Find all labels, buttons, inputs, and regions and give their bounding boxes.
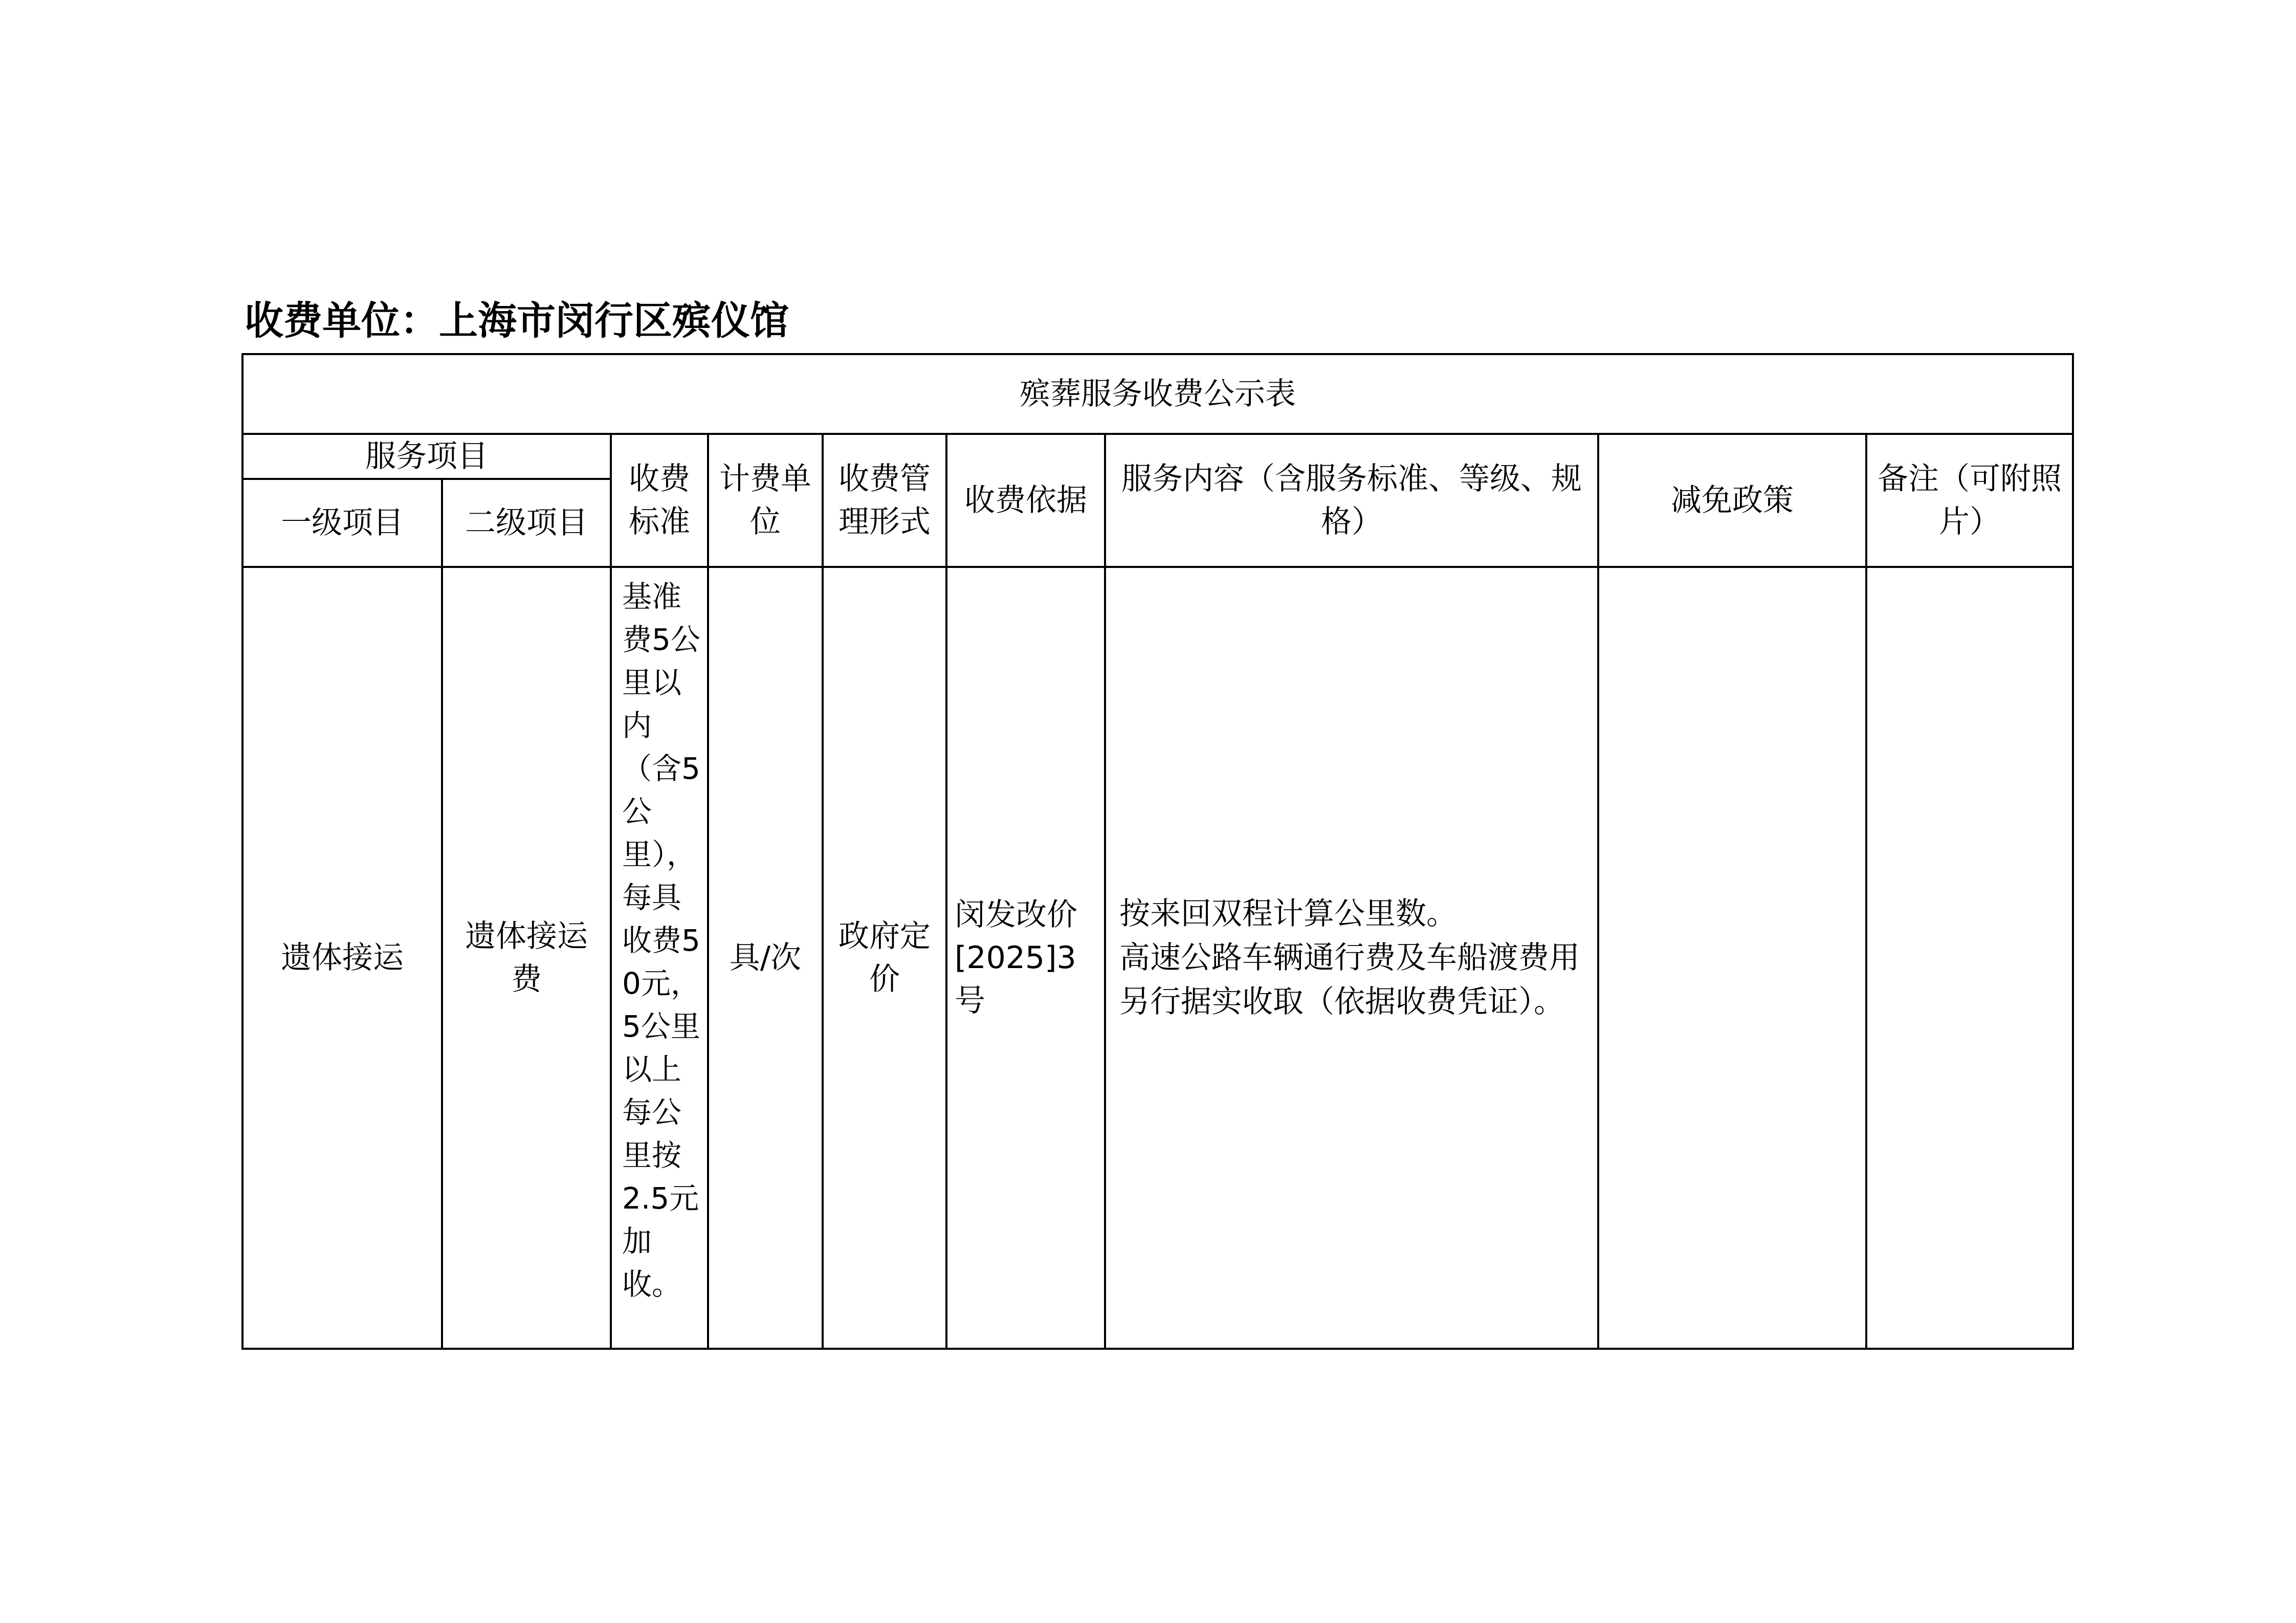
cell-remarks xyxy=(1866,567,2073,1349)
header-fee-standard: 收费标准 xyxy=(611,434,708,567)
cell-fee-standard: 基准费5公里以内（含5公里），每具收费50元，5公里以上每公里按2.5元加收。 xyxy=(611,567,708,1349)
header-fee-management: 收费管理形式 xyxy=(823,434,946,567)
fee-unit-title: 收费单位：上海市闵行区殡仪馆 xyxy=(245,298,789,343)
table-caption: 殡葬服务收费公示表 xyxy=(242,354,2073,434)
cell-fee-basis: 闵发改价[2025]3号 xyxy=(946,567,1105,1349)
header-service-content: 服务内容（含服务标准、等级、规格） xyxy=(1105,434,1598,567)
service-content-line-1: 按来回双程计算公里数。 xyxy=(1119,896,1457,932)
header-remarks: 备注（可附照片） xyxy=(1866,434,2073,567)
cell-level1: 遗体接运 xyxy=(242,567,442,1349)
table-row xyxy=(242,567,2073,1349)
header-level2: 二级项目 xyxy=(442,479,611,567)
cell-billing-unit: 具/次 xyxy=(708,567,823,1349)
cell-fee-management: 政府定价 xyxy=(823,567,946,1349)
cell-level2: 遗体接运费 xyxy=(442,567,611,1349)
cell-reduction-policy xyxy=(1598,567,1866,1349)
header-billing-unit: 计费单位 xyxy=(708,434,823,567)
service-content-line-2: 高速公路车辆通行费及车船渡费用另行据实收取（依据收费凭证）。 xyxy=(1119,940,1580,1020)
header-fee-basis: 收费依据 xyxy=(946,434,1105,567)
header-service-items: 服务项目 xyxy=(242,434,611,479)
header-level1: 一级项目 xyxy=(242,479,442,567)
cell-service-content xyxy=(1105,567,1598,1349)
header-reduction-policy: 减免政策 xyxy=(1598,434,1866,567)
fee-disclosure-table xyxy=(241,353,2074,1350)
